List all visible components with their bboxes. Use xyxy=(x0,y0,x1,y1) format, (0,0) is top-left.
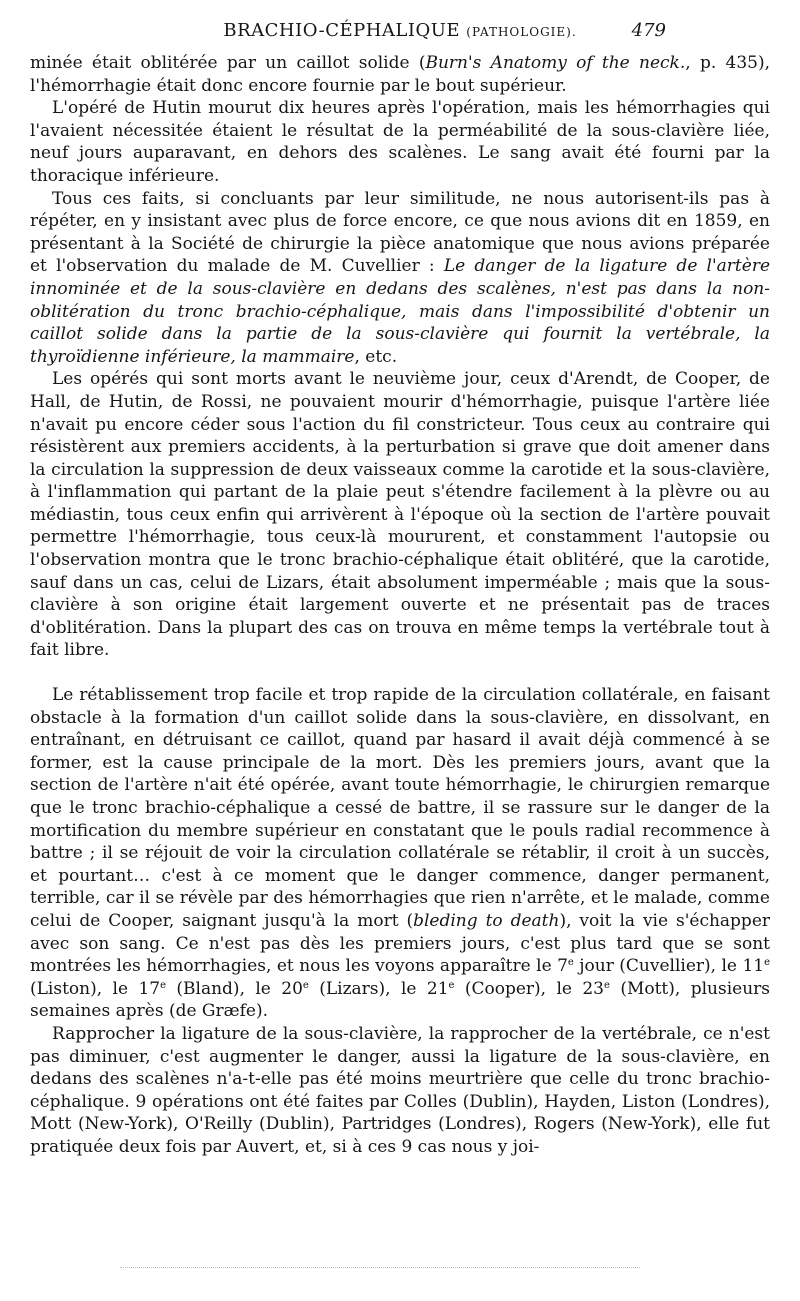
paragraph-1 xyxy=(30,52,770,97)
running-title-section: (PATHOLOGIE). xyxy=(466,25,577,39)
running-title xyxy=(0,20,800,41)
p1-citation: Burn's Anatomy of the neck. xyxy=(425,53,686,73)
p3-italic-quote: Le danger de la ligature de l'artère innominée et de la sous-clavière en dedans des scalènes, n'est pas dans la non-oblitération du tronc brachio-céphalique, mais dans l'impossibilité d'obtenir un caillot solide dans la partie de la sous-clavière qui fournit la vertébrale, la thyroïdienne inférieure, la mammaire xyxy=(30,256,771,367)
p3-text-a: Tous ces faits, si concluants par leur similitude, ne nous autorisent-ils pas à répéter, en y insistant avec plus de force encore, ce que nous avions dit en 1859, en présentant à la Société de chirurgie la pièce anatomique que nous avions préparée et l'observation du malade de M. Cuvellier : xyxy=(30,188,770,277)
body-text xyxy=(30,52,770,1159)
page-number: 479 xyxy=(631,20,666,41)
p5-text-e: (Liston), le 17 xyxy=(30,978,161,999)
paragraph-3 xyxy=(30,188,770,369)
p5-italic: bleding to death xyxy=(413,910,560,931)
p5-sup-5: e xyxy=(448,979,455,991)
p5-text-d: jour (Cuvellier), le 11 xyxy=(573,956,765,977)
p5-text-f: (Bland), le 20 xyxy=(166,978,303,999)
running-header xyxy=(0,20,800,50)
p5-sup-3: e xyxy=(160,979,166,991)
p5-sup-1: e xyxy=(567,957,574,969)
paragraph-5 xyxy=(30,684,770,1023)
p5-text-g: (Lizars), le 21 xyxy=(308,978,449,999)
p5-text-a: Le rétablissement trop facile et trop rapide de la circulation collatérale, en faisant obstacle à la formation d'un caillot solide dans la sous-clavière, en dissolvant, en entraînant, en détruisant ce caillot, quand par hasard il avait déjà commencé à se former, est la cause principale de la mort. Dès les premiers jours, avant que la section de l'artère n'ait été opérée, avant toute hémorrhagie, le chirurgien remarque que le tronc brachio-céphalique a cessé de battre, il se rassure sur le danger de la mortification du membre supérieur en constatant que le pouls radial recommence à battre ; il se réjouit de voir la circulation collatérale se rétablir, il croit à un succès, et pourtant… c'est à ce moment que le danger commence, danger permanent, terrible, car il se révèle par des hémorrhagies que rien n'arrête, et le malade, comme celui de Cooper, saignant jusqu'à la mort ( xyxy=(30,685,770,931)
p5-sup-4: e xyxy=(302,979,309,991)
paragraph-2: L'opéré de Hutin mourut dix heures après l'opération, mais les hémorrhagies qui l'avaient nécessitée étaient le résultat de la perméabilité de la sous-clavière liée, neuf jours auparavant, en dehors des scalènes. Le sang avait été fourni par la thoracique inférieure. xyxy=(30,98,770,186)
paragraph-6: Rapprocher la ligature de la sous-clavière, la rapprocher de la vertébrale, ce n'est pas diminuer, c'est augmenter le danger, aussi la ligature de la sous-clavière, en dedans des scalènes n'a-t-elle pas été moins meurtrière que celle du tronc brachio-céphalique. 9 opérations ont été faites par Colles (Dublin), Hayden, Liston (Londres), Mott (New-York), O'Reilly (Dublin), Partridges (Londres), Rogers (New-York), elle fut pratiquée deux fois par Auvert, et, si à ces 9 cas nous y joi- xyxy=(30,1023,770,1157)
bleed-through-dots xyxy=(120,1267,640,1270)
p3-text-c: , etc. xyxy=(354,346,398,367)
p1-text-a: minée était oblitérée par un caillot solide ( xyxy=(30,53,426,73)
p5-text-h: (Cooper), le 23 xyxy=(454,978,604,999)
p5-text-i: (Mott), plusieurs semaines après (de Græfe). xyxy=(30,978,770,1022)
running-title-text: BRACHIO-CÉPHALIQUE xyxy=(223,20,461,41)
p5-text-c: ), voit la vie s'échapper avec son sang. Ce n'est pas dès les premiers jours, c'est plus tard que se sont montrées les hémorrhagies, et nous les voyons apparaître le 7 xyxy=(30,910,771,977)
p5-sup-2: e xyxy=(764,957,770,969)
paragraph-4: Les opérés qui sont morts avant le neuvième jour, ceux d'Arendt, de Cooper, de Hall, de Hutin, de Rossi, ne pouvaient mourir d'hémorrhagie, puisque l'artère liée n'avait pu encore céder sous l'action du fil constricteur. Tous ceux au contraire qui résistèrent aux premiers accidents, à la perturbation si grave que doit amener dans la circulation la suppression de deux vaisseaux comme la carotide et la sous-clavière, à l'inflammation qui partant de la plaie peut s'étendre facilement à la plèvre ou au médiastin, tous ceux enfin qui arrivèrent à l'époque où la section de l'artère pouvait permettre l'hémorrhagie, tous ceux-là moururent, et constamment l'autopsie ou l'observation montra que le tronc brachio-céphalique était oblitéré, que la carotide, sauf dans un cas, celui de Lizars, était absolument imperméable ; mais que la sous-clavière à son origine était largement ouverte et ne présentait pas de traces d'oblitération. Dans la plupart des cas on trouva en même temps la vertébrale tout à fait libre. xyxy=(30,369,770,661)
p1-text-c: , p. 435), l'hémorrhagie était donc encore fournie par le bout supérieur. xyxy=(30,53,770,96)
p5-sup-6: e xyxy=(604,979,610,991)
